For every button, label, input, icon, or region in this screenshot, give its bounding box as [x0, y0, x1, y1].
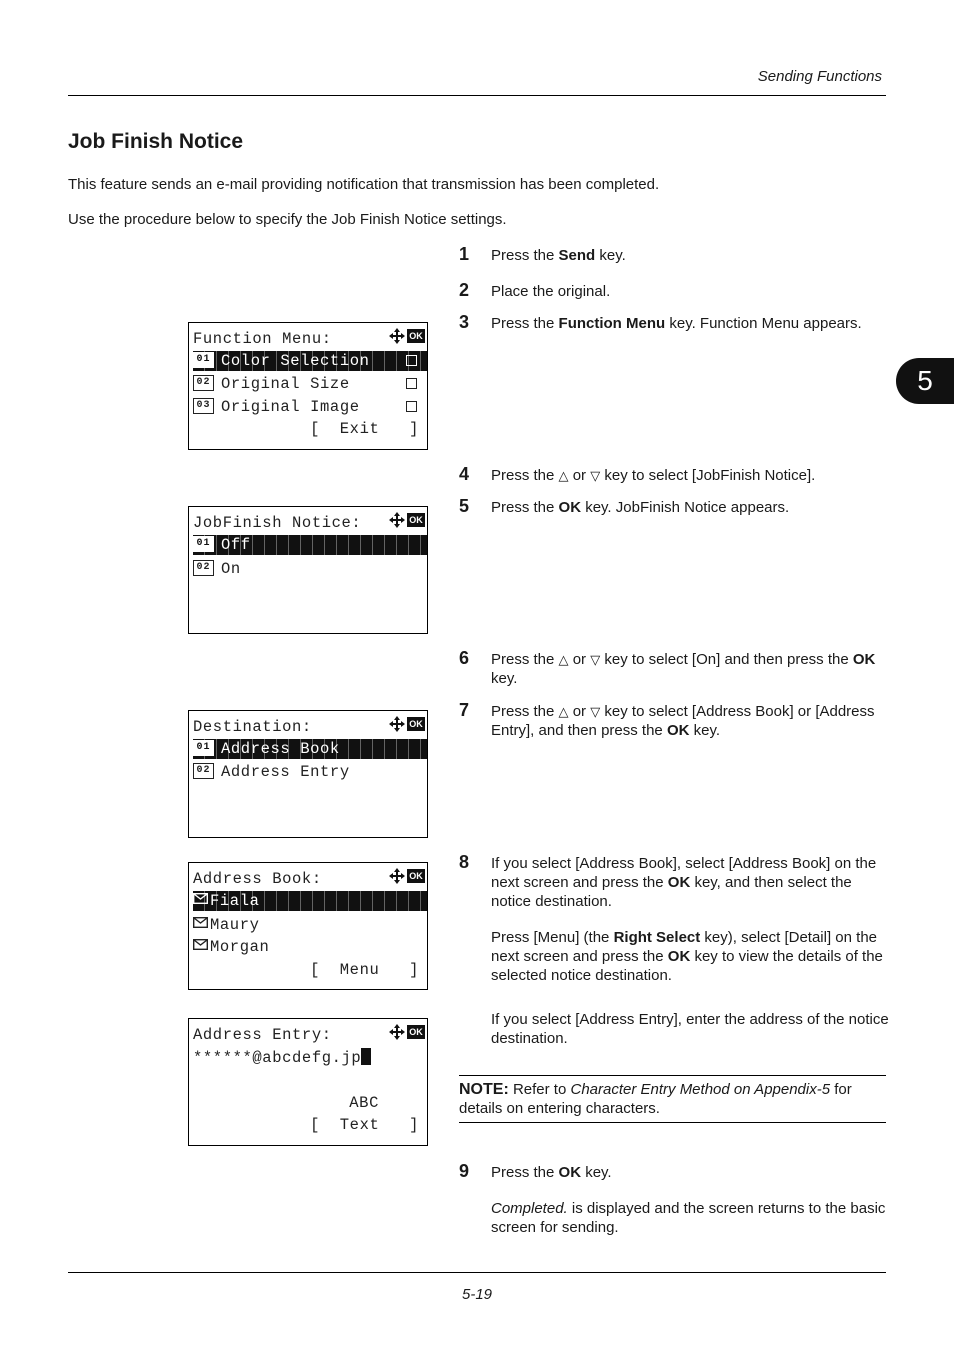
address-input[interactable]: ******@abcdefg.jp	[193, 1048, 427, 1068]
down-triangle-icon: ▽	[590, 704, 601, 719]
step-5-text: Press the OK key. JobFinish Notice appears.	[491, 499, 790, 516]
checkbox-icon	[406, 401, 417, 412]
navigation-icons	[389, 328, 425, 344]
cross-arrows-icon	[389, 328, 405, 344]
ok-icon: OK	[407, 717, 425, 731]
navigation-icons	[389, 1024, 425, 1040]
chapter-tab: 5	[896, 358, 954, 404]
ok-icon: OK	[407, 869, 425, 883]
step-number: 3	[459, 312, 470, 332]
step-9-text: Press the OK key.	[491, 1164, 612, 1181]
cross-arrows-icon	[389, 1024, 405, 1040]
step-number: 6	[459, 648, 470, 668]
intro-paragraph-1: This feature sends an e-mail providing notification that transmission has been completed.	[68, 176, 660, 193]
number-icon: 01	[193, 536, 214, 552]
softkey-exit[interactable]: [ Exit ]	[310, 420, 419, 438]
ok-icon: OK	[407, 1025, 425, 1039]
number-icon: 02	[193, 763, 214, 779]
intro-paragraph-2: Use the procedure below to specify the Job Finish Notice settings.	[68, 211, 507, 228]
step-number: 8	[459, 852, 470, 872]
cross-arrows-icon	[389, 716, 405, 732]
cross-arrows-icon	[389, 512, 405, 528]
text-cursor	[361, 1048, 371, 1065]
page-number: 5-19	[461, 1286, 493, 1303]
softkey-menu[interactable]: [ Menu ]	[310, 961, 419, 979]
down-triangle-icon: ▽	[590, 468, 601, 483]
menu-item-original-size[interactable]: 02 Original Size	[193, 374, 427, 394]
step-6-text: Press the △ or ▽ key to select [On] and then press the OK key.	[491, 651, 876, 687]
step-number: 2	[459, 280, 470, 300]
screen-title: JobFinish Notice:	[193, 514, 362, 532]
lcd-destination	[188, 710, 428, 838]
step-2-text: Place the original.	[491, 283, 611, 300]
ok-icon: OK	[407, 513, 425, 527]
step-8-paragraph-3: If you select [Address Entry], enter the address of the notice destination.	[491, 1011, 889, 1047]
checkbox-icon	[406, 355, 417, 366]
note-box: NOTE: Refer to Character Entry Method on Appendix-5 for details on entering characters.	[459, 1075, 886, 1123]
mail-icon	[193, 939, 208, 950]
up-triangle-icon: △	[558, 468, 569, 483]
number-icon: 01	[193, 740, 214, 756]
section-title: Job Finish Notice	[68, 130, 244, 153]
number-icon: 02	[193, 560, 214, 576]
menu-item-original-image[interactable]: 03 Original Image	[193, 397, 427, 417]
step-number: 4	[459, 464, 470, 484]
step-number: 5	[459, 496, 470, 516]
screen-title: Function Menu:	[193, 330, 332, 348]
contact-item-maury[interactable]: Maury	[193, 915, 427, 935]
ok-icon: OK	[407, 329, 425, 343]
menu-item-address-entry[interactable]: 02 Address Entry	[193, 762, 427, 782]
step-number: 9	[459, 1161, 470, 1181]
step-7-text: Press the △ or ▽ key to select [Address Book] or [Address Entry], and then press the OK key.	[491, 703, 875, 739]
screen-title: Destination:	[193, 718, 312, 736]
footer-rule	[68, 1272, 886, 1273]
step-8-paragraph-1: If you select [Address Book], select [Address Book] on the next screen and press the OK key, and then select the notice destination.	[491, 855, 877, 910]
navigation-icons	[389, 716, 425, 732]
contact-item-morgan[interactable]: Morgan	[193, 937, 427, 957]
header-rule	[68, 95, 886, 96]
step-8-paragraph-2: Press [Menu] (the Right Select key), select [Detail] on the next screen and press the OK key to view the details of the selected notice destination.	[491, 929, 883, 984]
step-3-text: Press the Function Menu key. Function Menu appears.	[491, 315, 862, 332]
number-icon: 01	[193, 352, 214, 368]
checkbox-icon	[406, 378, 417, 389]
running-header: Sending Functions	[757, 68, 882, 85]
contact-item-fiala[interactable]: Fiala	[193, 891, 427, 911]
lcd-function-menu	[188, 322, 428, 450]
navigation-icons	[389, 512, 425, 528]
cross-arrows-icon	[389, 868, 405, 884]
menu-item-on[interactable]: 02 On	[193, 559, 427, 579]
input-mode-indicator: ABC	[349, 1094, 379, 1112]
softkey-text[interactable]: [ Text ]	[310, 1116, 419, 1134]
number-icon: 03	[193, 398, 214, 414]
lcd-address-entry	[188, 1018, 428, 1146]
number-icon: 02	[193, 375, 214, 391]
screen-title: Address Entry:	[193, 1026, 332, 1044]
menu-item-off[interactable]: 01 Off	[193, 535, 427, 555]
step-9-result: Completed. is displayed and the screen returns to the basic screen for sending.	[491, 1200, 886, 1236]
step-4-text: Press the △ or ▽ key to select [JobFinish Notice].	[491, 467, 816, 484]
down-triangle-icon: ▽	[590, 652, 601, 667]
up-triangle-icon: △	[558, 652, 569, 667]
mail-icon	[193, 893, 208, 904]
mail-icon	[193, 917, 208, 928]
step-number: 1	[459, 244, 470, 264]
menu-item-address-book[interactable]: 01 Address Book	[193, 739, 427, 759]
screen-title: Address Book:	[193, 870, 322, 888]
menu-item-color-selection[interactable]: 01 Color Selection	[193, 351, 427, 371]
navigation-icons	[389, 868, 425, 884]
lcd-address-book	[188, 862, 428, 990]
up-triangle-icon: △	[558, 704, 569, 719]
step-number: 7	[459, 700, 470, 720]
step-1-text: Press the Send key.	[491, 247, 626, 264]
lcd-jobfinish-notice	[188, 506, 428, 634]
